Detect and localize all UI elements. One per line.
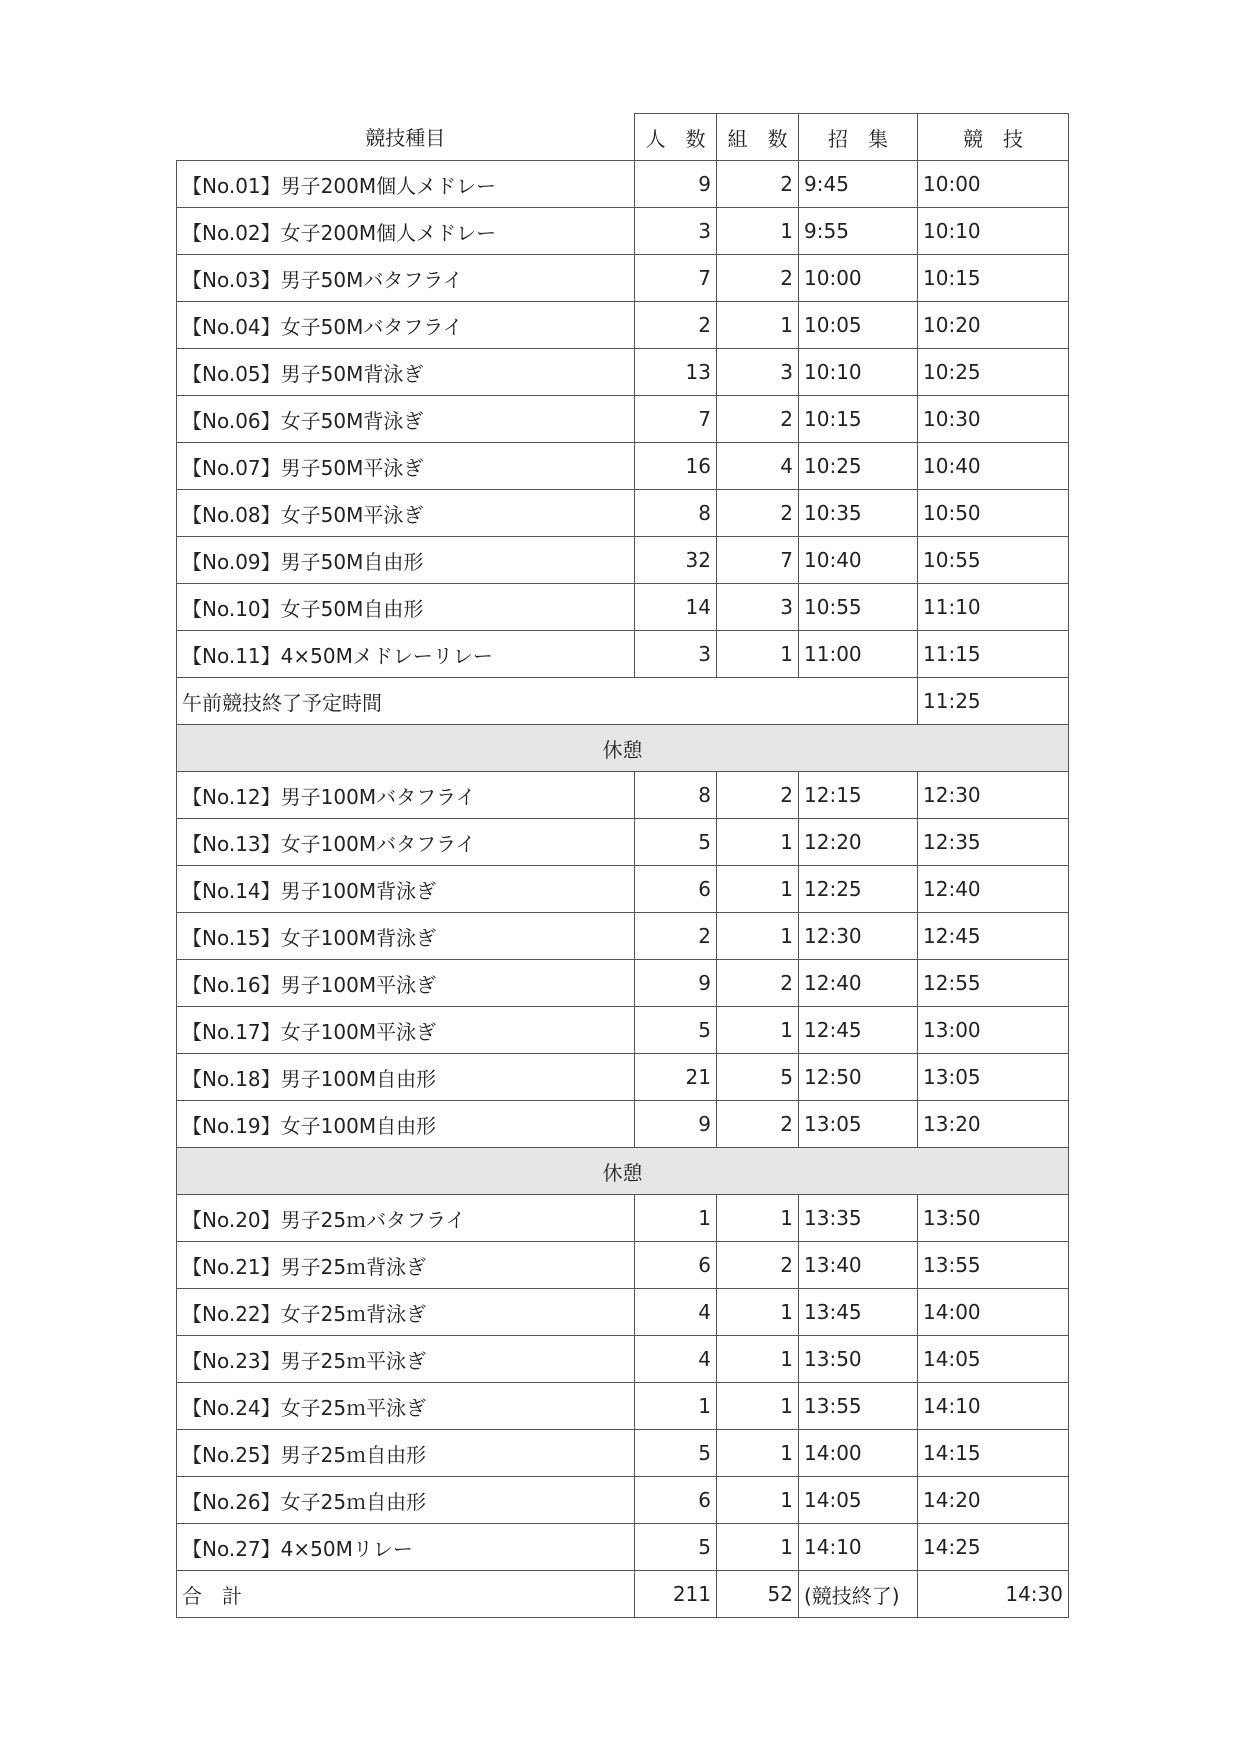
break-row (177, 725, 1069, 772)
call-time-cell: 13:40 (799, 1242, 918, 1289)
event-name-cell: 【No.27】4×50Mリレー (177, 1524, 635, 1571)
groups-cell: 2 (717, 960, 799, 1007)
people-cell: 3 (635, 208, 717, 255)
call-time-cell: 9:55 (799, 208, 918, 255)
total-note: (競技終了) (799, 1571, 918, 1618)
start-time-cell: 10:25 (918, 349, 1069, 396)
start-time-cell: 12:45 (918, 913, 1069, 960)
call-time-cell: 13:35 (799, 1195, 918, 1242)
header-event: 競技種目 (177, 114, 635, 161)
am-end-row (177, 678, 1069, 725)
people-cell: 9 (635, 960, 717, 1007)
start-time-cell: 12:35 (918, 819, 1069, 866)
call-time-cell: 10:35 (799, 490, 918, 537)
event-name-cell: 【No.09】男子50M自由形 (177, 537, 635, 584)
event-name-cell: 【No.17】女子100M平泳ぎ (177, 1007, 635, 1054)
event-name-cell: 【No.10】女子50M自由形 (177, 584, 635, 631)
people-cell: 6 (635, 1242, 717, 1289)
groups-cell: 1 (717, 631, 799, 678)
table-row (177, 349, 1069, 396)
call-time-cell: 11:00 (799, 631, 918, 678)
table-row (177, 1289, 1069, 1336)
call-time-cell: 13:45 (799, 1289, 918, 1336)
event-name-cell: 【No.20】男子25ｍバタフライ (177, 1195, 635, 1242)
event-name-cell: 【No.21】男子25ｍ背泳ぎ (177, 1242, 635, 1289)
groups-cell: 2 (717, 161, 799, 208)
total-people: 211 (635, 1571, 717, 1618)
groups-cell: 1 (717, 1477, 799, 1524)
event-name-cell: 【No.11】4×50Mメドレーリレー (177, 631, 635, 678)
start-time-cell: 14:20 (918, 1477, 1069, 1524)
event-name-cell: 【No.13】女子100Mバタフライ (177, 819, 635, 866)
groups-cell: 2 (717, 490, 799, 537)
start-time-cell: 13:55 (918, 1242, 1069, 1289)
event-name-cell: 【No.03】男子50Mバタフライ (177, 255, 635, 302)
people-cell: 4 (635, 1336, 717, 1383)
call-time-cell: 12:20 (799, 819, 918, 866)
total-row (177, 1571, 1069, 1618)
table-row (177, 161, 1069, 208)
table-row (177, 255, 1069, 302)
people-cell: 1 (635, 1383, 717, 1430)
start-time-cell: 10:00 (918, 161, 1069, 208)
groups-cell: 1 (717, 1289, 799, 1336)
start-time-cell: 13:50 (918, 1195, 1069, 1242)
start-time-cell: 10:40 (918, 443, 1069, 490)
header-people: 人 数 (635, 114, 717, 161)
total-groups: 52 (717, 1571, 799, 1618)
people-cell: 21 (635, 1054, 717, 1101)
event-name-cell: 【No.06】女子50M背泳ぎ (177, 396, 635, 443)
table-row (177, 866, 1069, 913)
people-cell: 13 (635, 349, 717, 396)
call-time-cell: 12:25 (799, 866, 918, 913)
start-time-cell: 14:00 (918, 1289, 1069, 1336)
event-name-cell: 【No.02】女子200M個人メドレー (177, 208, 635, 255)
people-cell: 9 (635, 1101, 717, 1148)
table-row (177, 819, 1069, 866)
groups-cell: 1 (717, 1007, 799, 1054)
event-name-cell: 【No.01】男子200M個人メドレー (177, 161, 635, 208)
people-cell: 9 (635, 161, 717, 208)
table-row (177, 772, 1069, 819)
groups-cell: 7 (717, 537, 799, 584)
call-time-cell: 12:40 (799, 960, 918, 1007)
start-time-cell: 14:25 (918, 1524, 1069, 1571)
people-cell: 6 (635, 866, 717, 913)
people-cell: 5 (635, 1007, 717, 1054)
table-row (177, 913, 1069, 960)
start-time-cell: 13:00 (918, 1007, 1069, 1054)
table-row (177, 1101, 1069, 1148)
groups-cell: 3 (717, 349, 799, 396)
people-cell: 5 (635, 819, 717, 866)
people-cell: 7 (635, 255, 717, 302)
break-row (177, 1148, 1069, 1195)
event-name-cell: 【No.15】女子100M背泳ぎ (177, 913, 635, 960)
start-time-cell: 10:10 (918, 208, 1069, 255)
call-time-cell: 13:05 (799, 1101, 918, 1148)
groups-cell: 5 (717, 1054, 799, 1101)
call-time-cell: 10:00 (799, 255, 918, 302)
event-name-cell: 【No.14】男子100M背泳ぎ (177, 866, 635, 913)
table-row (177, 443, 1069, 490)
groups-cell: 2 (717, 772, 799, 819)
call-time-cell: 12:45 (799, 1007, 918, 1054)
people-cell: 1 (635, 1195, 717, 1242)
call-time-cell: 10:15 (799, 396, 918, 443)
table-row (177, 1524, 1069, 1571)
groups-cell: 1 (717, 1430, 799, 1477)
table-row (177, 1477, 1069, 1524)
table-row (177, 1054, 1069, 1101)
call-time-cell: 10:05 (799, 302, 918, 349)
groups-cell: 1 (717, 1336, 799, 1383)
event-name-cell: 【No.25】男子25ｍ自由形 (177, 1430, 635, 1477)
table-row (177, 302, 1069, 349)
groups-cell: 1 (717, 1383, 799, 1430)
table-row (177, 208, 1069, 255)
people-cell: 6 (635, 1477, 717, 1524)
people-cell: 2 (635, 913, 717, 960)
people-cell: 5 (635, 1430, 717, 1477)
header-groups: 組 数 (717, 114, 799, 161)
header-row (177, 114, 1069, 161)
start-time-cell: 14:10 (918, 1383, 1069, 1430)
start-time-cell: 12:55 (918, 960, 1069, 1007)
groups-cell: 1 (717, 913, 799, 960)
groups-cell: 1 (717, 1195, 799, 1242)
groups-cell: 1 (717, 208, 799, 255)
table-row (177, 1195, 1069, 1242)
call-time-cell: 9:45 (799, 161, 918, 208)
event-name-cell: 【No.22】女子25ｍ背泳ぎ (177, 1289, 635, 1336)
schedule-table (176, 113, 1069, 1618)
groups-cell: 2 (717, 255, 799, 302)
start-time-cell: 10:50 (918, 490, 1069, 537)
groups-cell: 1 (717, 1524, 799, 1571)
groups-cell: 3 (717, 584, 799, 631)
groups-cell: 1 (717, 819, 799, 866)
total-label: 合 計 (177, 1571, 635, 1618)
call-time-cell: 14:00 (799, 1430, 918, 1477)
break-label: 休憩 (177, 1148, 1069, 1195)
event-name-cell: 【No.26】女子25ｍ自由形 (177, 1477, 635, 1524)
start-time-cell: 14:05 (918, 1336, 1069, 1383)
event-name-cell: 【No.23】男子25ｍ平泳ぎ (177, 1336, 635, 1383)
start-time-cell: 10:20 (918, 302, 1069, 349)
groups-cell: 2 (717, 1242, 799, 1289)
start-time-cell: 10:15 (918, 255, 1069, 302)
people-cell: 16 (635, 443, 717, 490)
start-time-cell: 13:20 (918, 1101, 1069, 1148)
call-time-cell: 13:55 (799, 1383, 918, 1430)
header-start: 競 技 (918, 114, 1069, 161)
call-time-cell: 14:05 (799, 1477, 918, 1524)
event-name-cell: 【No.12】男子100Mバタフライ (177, 772, 635, 819)
event-name-cell: 【No.05】男子50M背泳ぎ (177, 349, 635, 396)
people-cell: 32 (635, 537, 717, 584)
break-label: 休憩 (177, 725, 1069, 772)
table-row (177, 490, 1069, 537)
call-time-cell: 12:50 (799, 1054, 918, 1101)
start-time-cell: 12:30 (918, 772, 1069, 819)
event-name-cell: 【No.04】女子50Mバタフライ (177, 302, 635, 349)
table-row (177, 537, 1069, 584)
start-time-cell: 13:05 (918, 1054, 1069, 1101)
groups-cell: 1 (717, 302, 799, 349)
people-cell: 8 (635, 772, 717, 819)
event-name-cell: 【No.18】男子100M自由形 (177, 1054, 635, 1101)
event-name-cell: 【No.16】男子100M平泳ぎ (177, 960, 635, 1007)
total-time: 14:30 (918, 1571, 1069, 1618)
start-time-cell: 11:10 (918, 584, 1069, 631)
am-end-label: 午前競技終了予定時間 (177, 678, 918, 725)
am-end-time: 11:25 (918, 678, 1069, 725)
table-row (177, 1242, 1069, 1289)
groups-cell: 1 (717, 866, 799, 913)
people-cell: 3 (635, 631, 717, 678)
event-name-cell: 【No.24】女子25ｍ平泳ぎ (177, 1383, 635, 1430)
event-name-cell: 【No.19】女子100M自由形 (177, 1101, 635, 1148)
table-row (177, 960, 1069, 1007)
table-row (177, 1383, 1069, 1430)
groups-cell: 2 (717, 396, 799, 443)
event-name-cell: 【No.08】女子50M平泳ぎ (177, 490, 635, 537)
table-row (177, 396, 1069, 443)
table-row (177, 1336, 1069, 1383)
call-time-cell: 14:10 (799, 1524, 918, 1571)
table-row (177, 631, 1069, 678)
start-time-cell: 11:15 (918, 631, 1069, 678)
start-time-cell: 14:15 (918, 1430, 1069, 1477)
call-time-cell: 10:55 (799, 584, 918, 631)
table-row (177, 1007, 1069, 1054)
event-name-cell: 【No.07】男子50M平泳ぎ (177, 443, 635, 490)
people-cell: 5 (635, 1524, 717, 1571)
people-cell: 7 (635, 396, 717, 443)
call-time-cell: 10:25 (799, 443, 918, 490)
call-time-cell: 10:10 (799, 349, 918, 396)
table-row (177, 584, 1069, 631)
table-row (177, 1430, 1069, 1477)
start-time-cell: 10:55 (918, 537, 1069, 584)
people-cell: 2 (635, 302, 717, 349)
call-time-cell: 12:15 (799, 772, 918, 819)
groups-cell: 2 (717, 1101, 799, 1148)
people-cell: 4 (635, 1289, 717, 1336)
start-time-cell: 12:40 (918, 866, 1069, 913)
call-time-cell: 10:40 (799, 537, 918, 584)
people-cell: 8 (635, 490, 717, 537)
people-cell: 14 (635, 584, 717, 631)
header-call: 招 集 (799, 114, 918, 161)
call-time-cell: 12:30 (799, 913, 918, 960)
call-time-cell: 13:50 (799, 1336, 918, 1383)
groups-cell: 4 (717, 443, 799, 490)
start-time-cell: 10:30 (918, 396, 1069, 443)
